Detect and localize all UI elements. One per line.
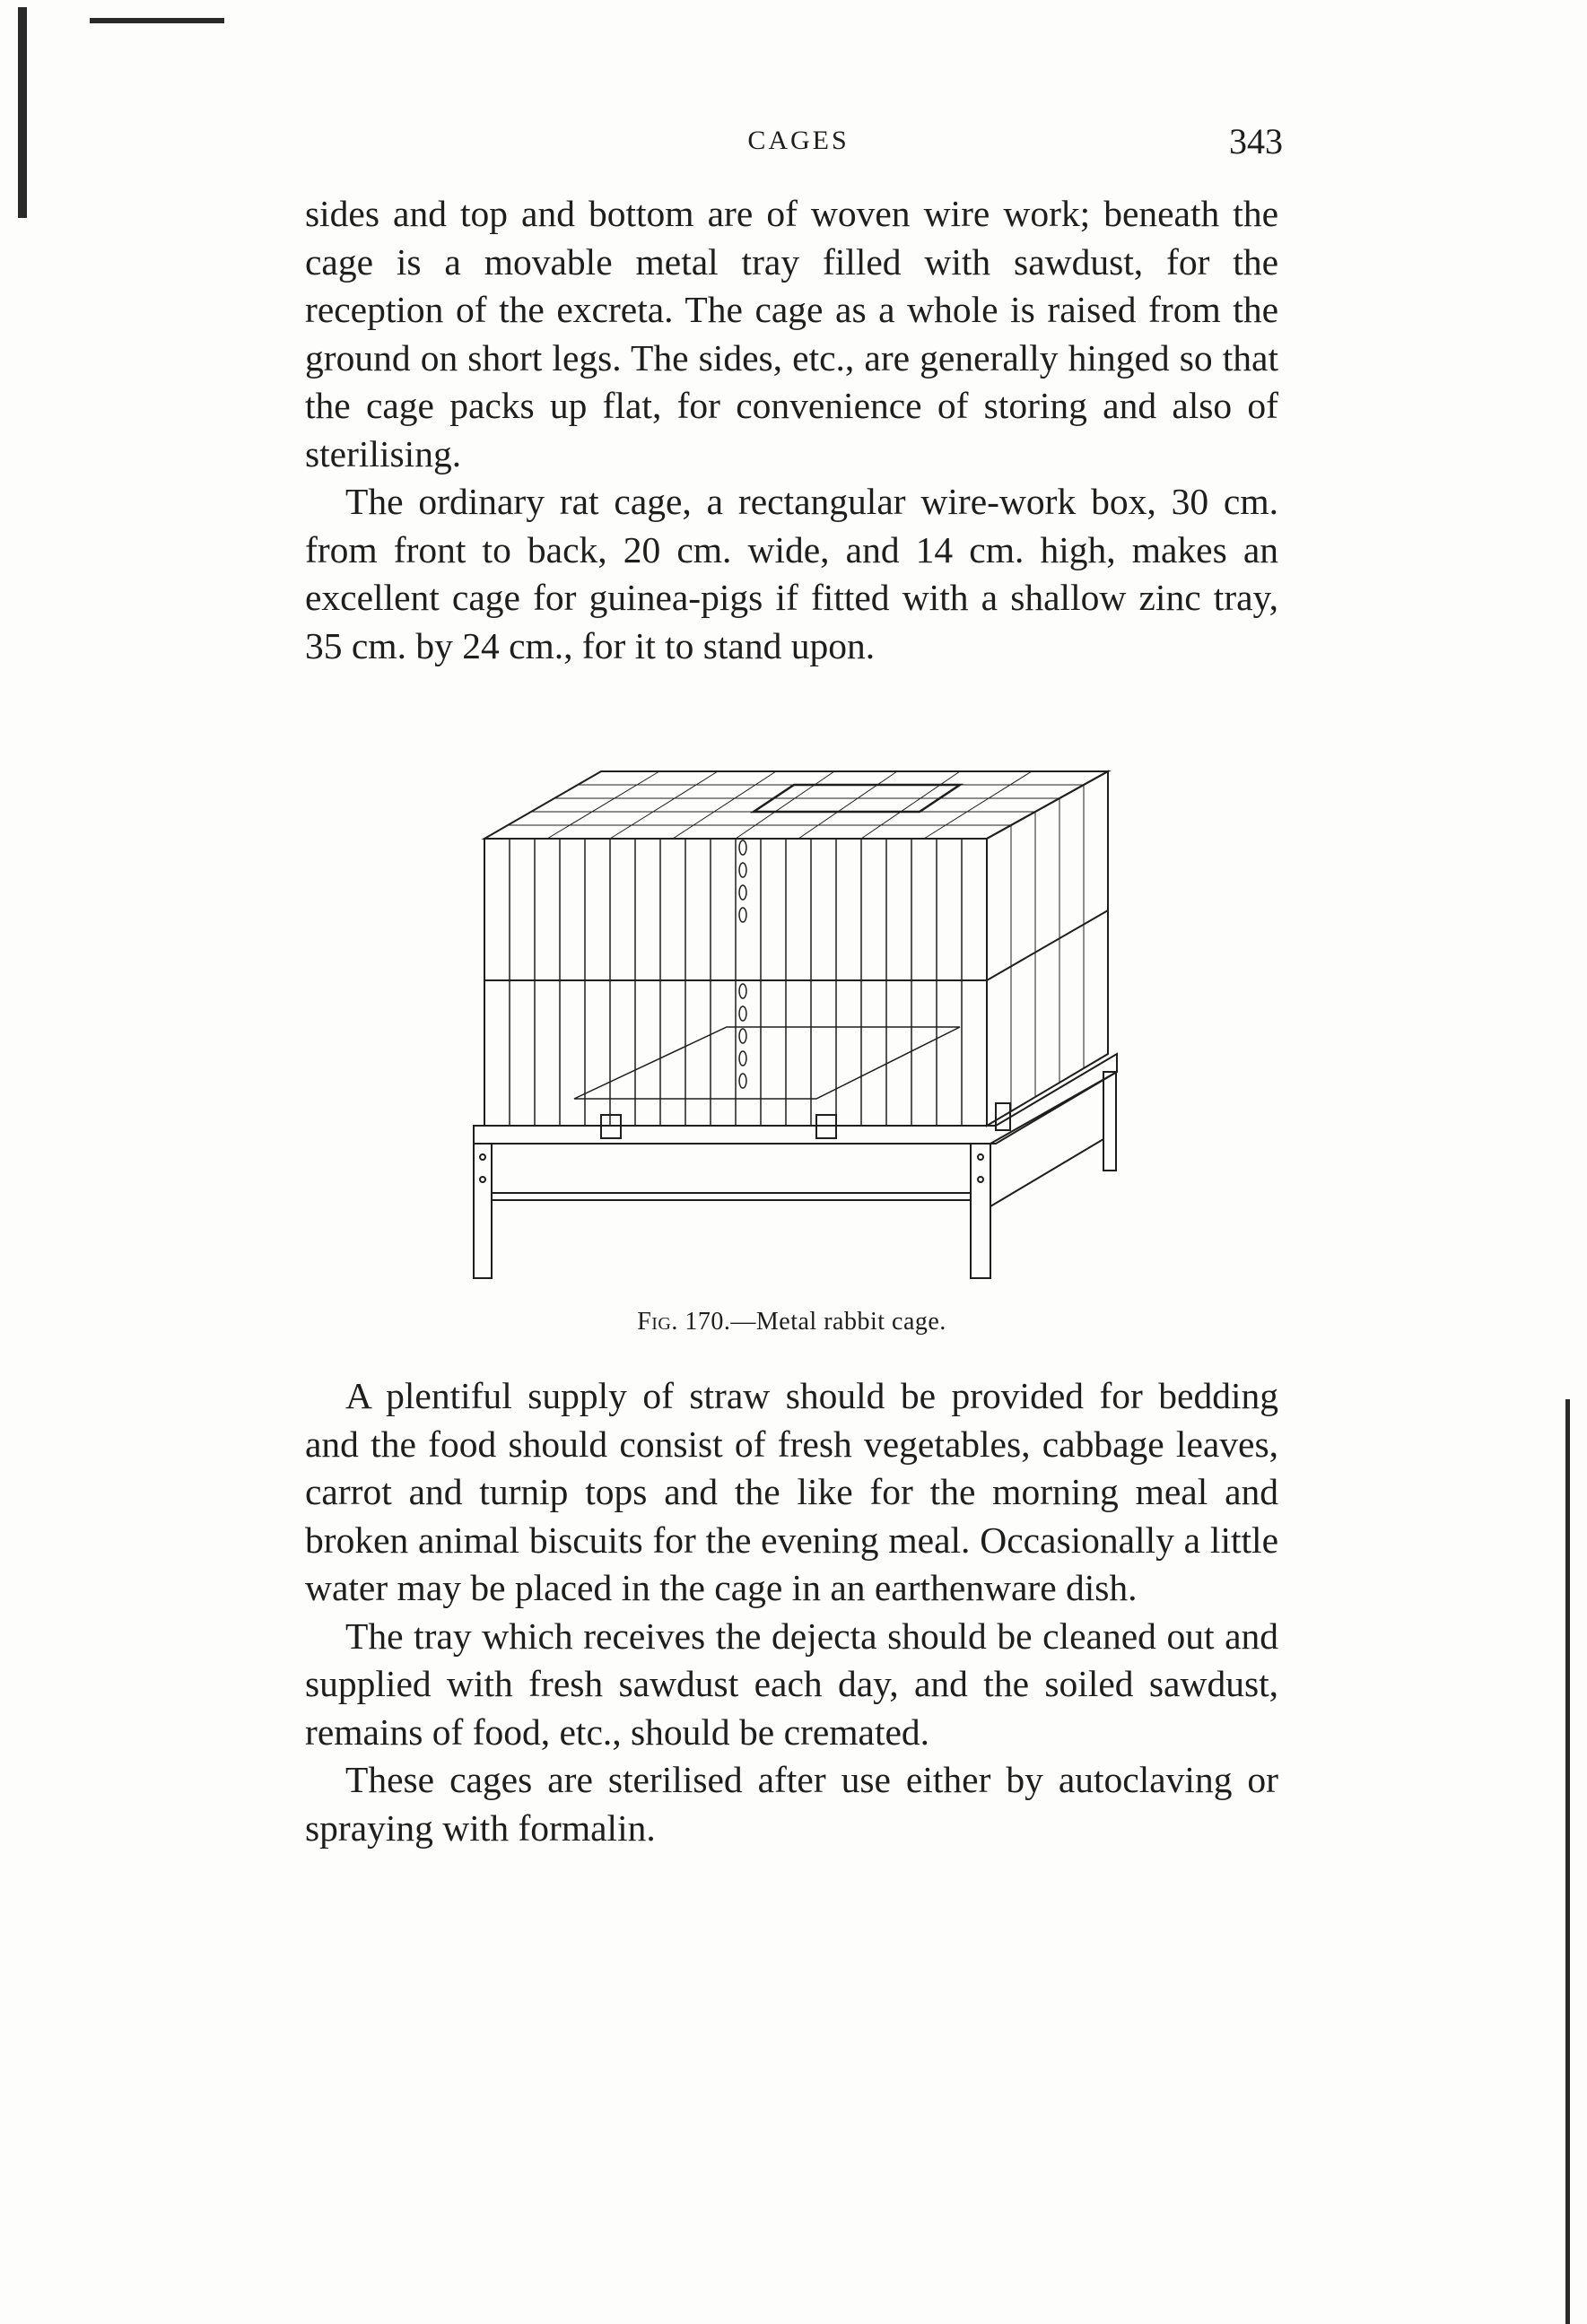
figure-label: Fig. 170. — [637, 1308, 731, 1336]
paragraph: The tray which receives the dejecta should be cleaned out and supplied with fresh sawdust each day, and the soiled sawdust, remains of food, etc., should be cremated. — [305, 1615, 1278, 1753]
page-number: 343 — [1229, 121, 1283, 161]
scan-edge-left — [18, 7, 27, 218]
scan-edge-right — [1565, 1399, 1570, 2324]
figure-caption — [305, 1308, 1278, 1336]
body-text-bottom — [305, 1372, 1278, 1852]
scan-edge-top — [90, 18, 224, 23]
paragraph: sides and top and bottom are of woven wire work; beneath the cage is a movable metal tray filled with sawdust, for the reception of the excreta. The cage as a whole is raised from the ground on short legs. The sides, etc., are generally hinged so that the cage packs up flat, for convenience of storing and also of sterilising. — [305, 193, 1278, 474]
rabbit-cage-figure — [458, 758, 1139, 1296]
running-head: CAGES — [747, 126, 850, 155]
cage-illustration — [474, 771, 1117, 1278]
body-text-top — [305, 190, 1278, 670]
paragraph: The ordinary rat cage, a rectangular wire-work box, 30 cm. from front to back, 20 cm. wide, and 14 cm. high, makes an excellent cage for guinea-pigs if fitted with a shallow zinc tray, 35 cm. by 24 cm., for it to stand upon. — [305, 481, 1278, 666]
page-header — [305, 115, 1292, 169]
paragraph: A plentiful supply of straw should be provided for bedding and the food should consist of fresh vegetables, cabbage leaves, carrot and turnip tops and the like for the morning meal and broken animal biscuits for the evening meal. Occasionally a little water may be placed in the cage in an earthenware dish. — [305, 1375, 1278, 1608]
paragraph: These cages are sterilised after use either by autoclaving or spraying with formalin. — [305, 1759, 1278, 1849]
figure-title: —Metal rabbit cage. — [730, 1308, 946, 1336]
